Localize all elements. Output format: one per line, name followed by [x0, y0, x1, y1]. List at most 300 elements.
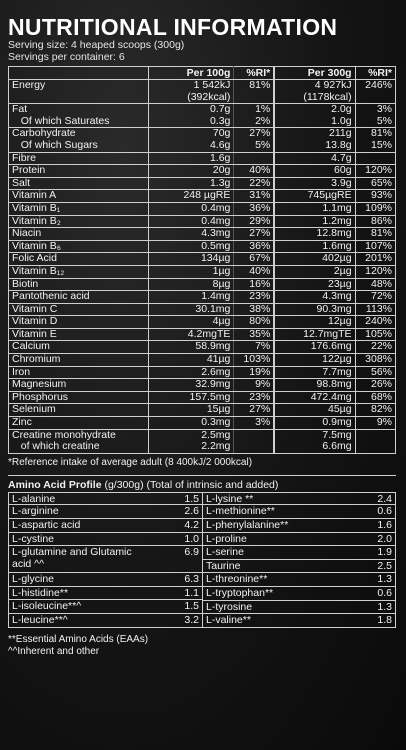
table-row [9, 391, 396, 404]
value-per-100g [149, 80, 234, 104]
value-per-300g [274, 417, 355, 430]
ri-per-100g [234, 190, 274, 203]
ri-per-300g-line: 72% [370, 290, 392, 303]
value-per-100g-line: 157.5mg [189, 390, 231, 403]
header-per-300g: Per 300g [274, 67, 355, 80]
value-per-100g-line: 70g [212, 127, 231, 140]
amino-acid-row [202, 546, 396, 560]
amino-acid-row [202, 533, 396, 547]
table-row [9, 429, 396, 453]
value-per-100g [149, 215, 234, 228]
nutrient-name-line: Of which Sugars [12, 138, 98, 151]
amino-acid-value: 2.5 [377, 559, 392, 572]
nutrient-name [9, 265, 149, 278]
nutrient-name [9, 165, 149, 178]
value-per-300g-line: 7.7mg [322, 365, 352, 378]
ri-per-100g [234, 379, 274, 392]
nutrient-name-line: Folic Acid [12, 252, 57, 265]
ri-per-100g [234, 278, 274, 291]
value-per-300g [274, 165, 355, 178]
amino-acid-row [202, 587, 396, 601]
value-per-300g-line: 4.3mg [322, 290, 352, 303]
ri-per-300g-line: 109% [365, 201, 392, 214]
amino-acid-row [8, 492, 202, 506]
ri-per-300g [355, 177, 395, 190]
nutrient-name [9, 354, 149, 367]
ri-per-300g [355, 240, 395, 253]
amino-acid-row [8, 505, 202, 519]
amino-acid-column-right [202, 492, 396, 628]
ri-per-300g-line: 56% [370, 365, 392, 378]
value-per-300g [274, 80, 355, 104]
amino-acid-row [8, 573, 202, 587]
value-per-300g-line: 4 927kJ [314, 79, 352, 91]
value-per-300g-line: 98.8mg [316, 378, 352, 391]
amino-acid-row [8, 546, 202, 573]
nutrient-name [9, 152, 149, 165]
ri-per-300g [355, 253, 395, 266]
nutrient-name-line: Phosphorus [12, 390, 69, 403]
table-row [9, 303, 396, 316]
value-per-100g-line: 8µg [212, 277, 231, 290]
ri-per-100g [234, 354, 274, 367]
ri-per-100g-line: 3% [255, 416, 271, 429]
table-row [9, 328, 396, 341]
ri-per-100g-line: 1% [255, 103, 271, 116]
amino-acid-row [8, 587, 202, 601]
ri-per-300g [355, 190, 395, 203]
ri-per-100g [234, 429, 274, 453]
amino-acid-name: L-leucine**^ [12, 613, 68, 626]
ri-per-300g-line: 68% [370, 390, 392, 403]
inherent-note: ^^Inherent and other [8, 645, 100, 657]
value-per-100g-line: 0.3g [209, 114, 231, 127]
value-per-300g-line: 12.7mgTE [303, 327, 352, 340]
table-row [9, 240, 396, 253]
header-nutrient [9, 67, 149, 80]
ri-per-100g [234, 265, 274, 278]
value-per-300g-line: 0.9mg [322, 416, 352, 429]
nutrient-name-line: Vitamin B₆ [12, 239, 61, 252]
amino-acid-name: Taurine [206, 559, 241, 572]
ri-per-300g-line: 3% [376, 103, 392, 116]
header-per-100g: Per 100g [149, 67, 234, 80]
value-per-100g [149, 328, 234, 341]
nutrient-name-line: Creatine monohydrate [12, 428, 116, 441]
value-per-100g-line: 4.2mgTE [187, 327, 231, 340]
value-per-100g [149, 341, 234, 354]
nutrient-name-line: Calcium [12, 340, 50, 353]
amino-acid-name: L-tryptophan** [206, 586, 274, 599]
nutrient-name [9, 291, 149, 304]
ri-per-300g-line: 107% [365, 239, 392, 252]
value-per-300g [274, 291, 355, 304]
amino-acid-name: L-valine** [206, 614, 251, 627]
ri-per-100g-line: 67% [249, 252, 271, 265]
value-per-100g [149, 278, 234, 291]
nutrient-name [9, 303, 149, 316]
value-per-100g [149, 265, 234, 278]
value-per-100g-line: 4.3mg [201, 227, 231, 240]
table-row [9, 253, 396, 266]
value-per-300g-line: 1.1mg [322, 201, 352, 214]
ri-per-100g [234, 291, 274, 304]
ri-per-100g [234, 391, 274, 404]
value-per-100g-line: 4.6g [209, 138, 231, 151]
nutrient-name-line: Iron [12, 365, 31, 378]
amino-acid-name: L-aspartic acid [12, 519, 81, 531]
value-per-100g [149, 128, 234, 152]
ri-per-300g [355, 391, 395, 404]
ri-per-300g [355, 202, 395, 215]
ri-per-300g-line: 82% [370, 403, 392, 416]
value-per-100g [149, 165, 234, 178]
table-row [9, 215, 396, 228]
value-per-100g [149, 354, 234, 367]
table-row [9, 354, 396, 367]
value-per-100g-line: 32.9mg [195, 378, 231, 391]
nutrient-name [9, 253, 149, 266]
amino-acid-name: L-proline [206, 532, 247, 545]
nutrient-name [9, 328, 149, 341]
ri-per-100g-line: 23% [249, 390, 271, 403]
nutrient-name [9, 128, 149, 152]
ri-per-300g-line: 81% [370, 227, 392, 240]
nutrient-name-line: Vitamin D [12, 315, 58, 328]
value-per-300g-line: 23µg [328, 277, 352, 290]
value-per-300g-line: 472.4mg [310, 390, 352, 403]
amino-acid-row [202, 560, 396, 574]
ri-per-100g [234, 328, 274, 341]
value-per-100g-line: 1 542kJ [193, 79, 231, 91]
ri-per-300g-line: 240% [365, 315, 392, 328]
ri-per-100g-line: 27% [249, 227, 271, 240]
amino-acid-subtitle: (g/300g) (Total of intrinsic and added) [101, 478, 279, 491]
value-per-300g [274, 429, 355, 453]
amino-acid-name: L-serine [206, 546, 244, 559]
value-per-100g-line: 1µg [212, 264, 231, 277]
header-ri-300g: %RI* [355, 67, 395, 80]
value-per-300g [274, 316, 355, 329]
amino-acid-name: L-glutamine and Glutamic acid ^^ [12, 546, 132, 571]
ri-per-100g-line: 31% [249, 189, 271, 202]
value-per-300g-line: 1.2mg [322, 214, 352, 227]
ri-per-100g [234, 165, 274, 178]
ri-per-100g-line: 35% [249, 327, 271, 340]
ri-per-100g [234, 152, 274, 165]
nutrition-table [8, 66, 396, 454]
value-per-100g [149, 379, 234, 392]
ri-per-100g-line: 7% [255, 340, 271, 353]
value-per-100g [149, 291, 234, 304]
table-row [9, 265, 396, 278]
nutrient-name-line: Selenium [12, 403, 56, 416]
nutrient-name-line: Protein [12, 164, 46, 177]
amino-acid-value: 1.3 [377, 600, 392, 613]
value-per-100g-line: 134µg [200, 252, 231, 265]
ri-per-100g [234, 417, 274, 430]
value-per-300g [274, 341, 355, 354]
amino-acid-row [8, 533, 202, 547]
amino-acid-value: 4.2 [184, 519, 199, 531]
ri-per-300g [355, 366, 395, 379]
ri-per-100g-line: 19% [249, 365, 271, 378]
amino-acid-name: L-cystine [12, 532, 55, 545]
value-per-300g [274, 354, 355, 367]
ri-per-300g-line: 26% [370, 378, 392, 391]
ri-per-300g-line: 48% [370, 277, 392, 290]
table-row [9, 379, 396, 392]
amino-acid-name: L-tyrosine [206, 600, 253, 613]
value-per-100g [149, 202, 234, 215]
value-per-300g [274, 215, 355, 228]
ri-per-300g [355, 417, 395, 430]
amino-acid-value: 0.6 [377, 505, 392, 518]
amino-acid-row [8, 614, 202, 628]
ri-per-100g [234, 303, 274, 316]
value-per-100g-line: 2.5mg [201, 428, 231, 441]
ri-per-300g [355, 80, 395, 104]
nutrient-name-line: Vitamin B₂ [12, 214, 61, 227]
nutrient-name-line: Vitamin B₁ [12, 201, 61, 214]
ri-per-300g-line: 113% [365, 302, 392, 315]
value-per-100g-line: 4µg [212, 315, 231, 328]
nutrient-name [9, 429, 149, 453]
ri-per-100g-line: 81% [249, 79, 271, 91]
ri-per-100g [234, 128, 274, 152]
table-row [9, 190, 396, 203]
value-per-300g [274, 328, 355, 341]
ri-per-100g [234, 366, 274, 379]
ri-per-300g [355, 379, 395, 392]
ri-per-300g [355, 341, 395, 354]
ri-per-100g-line: 9% [255, 378, 271, 391]
ri-per-300g [355, 404, 395, 417]
ri-per-300g-line: 120% [365, 264, 392, 277]
nutrient-name [9, 177, 149, 190]
table-row [9, 404, 396, 417]
value-per-300g-line: 2.0g [331, 103, 352, 116]
ri-per-300g-line: 93% [370, 189, 392, 202]
amino-acid-table [8, 492, 396, 628]
nutrient-name-line: Vitamin A [12, 189, 57, 202]
table-row [9, 228, 396, 241]
ri-per-100g [234, 316, 274, 329]
amino-acid-name: L-lysine ** [206, 492, 254, 505]
value-per-300g [274, 228, 355, 241]
nutrient-name-line: Salt [12, 176, 31, 189]
nutrient-name-line: Magnesium [12, 378, 67, 391]
table-row [9, 80, 396, 104]
value-per-100g-line: 0.7g [209, 103, 231, 116]
nutrient-name [9, 104, 149, 128]
ri-per-300g-line: 105% [365, 327, 392, 340]
value-per-300g [274, 104, 355, 128]
amino-acid-name: L-arginine [12, 505, 59, 518]
ri-per-300g-line: 86% [370, 214, 392, 227]
value-per-100g [149, 253, 234, 266]
value-per-300g-line: 1.0g [331, 114, 352, 127]
ri-per-300g-line: 5% [376, 114, 392, 127]
ri-per-300g-line: 65% [370, 176, 392, 189]
amino-acid-title: Amino Acid Profile [8, 478, 102, 491]
ri-per-100g-line: 103% [243, 353, 271, 366]
table-row [9, 366, 396, 379]
ri-per-300g-line: 81% [370, 127, 392, 140]
nutrient-name-line: Vitamin C [12, 302, 58, 315]
amino-acid-value: 1.5 [184, 492, 199, 505]
value-per-300g [274, 202, 355, 215]
value-per-300g-line: 4.7g [331, 151, 352, 164]
servings-per-container: Servings per container: 6 [8, 50, 125, 63]
nutrient-name-line: Fibre [12, 151, 36, 164]
amino-acid-row [202, 601, 396, 615]
nutrient-name-line: Chromium [12, 353, 61, 366]
table-row [9, 165, 396, 178]
ri-per-100g-line: 38% [249, 302, 271, 315]
value-per-300g [274, 278, 355, 291]
value-per-100g-line: 20g [212, 164, 231, 177]
ri-per-300g-line: 22% [370, 340, 392, 353]
nutrient-name [9, 202, 149, 215]
value-per-300g-line: 60g [334, 164, 352, 177]
ri-per-100g-line: 29% [249, 214, 271, 227]
amino-acid-notes [8, 634, 396, 658]
amino-acid-value: 1.3 [377, 573, 392, 586]
table-row [9, 202, 396, 215]
value-per-100g-line: 0.4mg [201, 214, 231, 227]
value-per-100g [149, 417, 234, 430]
ri-per-300g [355, 228, 395, 241]
value-per-300g [274, 391, 355, 404]
value-per-100g-line: 248 µgRE [183, 189, 231, 202]
ri-per-300g-line: 120% [365, 164, 392, 177]
value-per-300g [274, 240, 355, 253]
ri-per-100g-line: 80% [249, 315, 271, 328]
value-per-300g-line: 12µg [328, 315, 352, 328]
amino-acid-value: 1.0 [184, 532, 199, 545]
amino-acid-row [202, 614, 396, 628]
ri-per-300g [355, 104, 395, 128]
ri-per-100g-line: 16% [249, 277, 271, 290]
amino-acid-row [202, 573, 396, 587]
value-per-100g [149, 104, 234, 128]
ri-per-300g-line: 201% [365, 252, 392, 265]
nutrient-name [9, 228, 149, 241]
ri-per-100g-line: 22% [249, 176, 271, 189]
value-per-100g-line: 0.5mg [201, 239, 231, 252]
ri-per-300g [355, 215, 395, 228]
table-row [9, 152, 396, 165]
ri-per-300g [355, 152, 395, 165]
ri-per-100g [234, 253, 274, 266]
ri-per-100g-line: 36% [249, 201, 271, 214]
value-per-100g [149, 429, 234, 453]
nutrient-name [9, 341, 149, 354]
table-row [9, 291, 396, 304]
ri-per-100g-line: 27% [249, 403, 271, 416]
header-ri-100g: %RI* [234, 67, 274, 80]
ri-per-100g [234, 215, 274, 228]
value-per-100g-line: (392kcal) [187, 90, 231, 103]
amino-acid-column-left [8, 492, 202, 628]
value-per-300g-line: 12.8mg [316, 227, 352, 240]
table-row [9, 104, 396, 128]
value-per-100g-line: 1.3g [209, 176, 231, 189]
nutrient-name [9, 379, 149, 392]
value-per-100g [149, 303, 234, 316]
ri-per-100g [234, 80, 274, 104]
value-per-300g-line: 122µg [322, 353, 352, 366]
value-per-100g-line: 30.1mg [195, 302, 231, 315]
nutrient-name-line: Carbohydrate [12, 127, 76, 140]
page-title: NUTRITIONAL INFORMATION [8, 14, 338, 40]
ri-per-100g-line: 23% [249, 290, 271, 303]
value-per-100g-line: 0.3mg [201, 416, 231, 429]
value-per-100g [149, 152, 234, 165]
amino-acid-value: 1.1 [184, 586, 199, 599]
amino-acid-row [8, 600, 202, 614]
amino-acid-row [8, 519, 202, 533]
value-per-300g-line: 3.9g [331, 176, 352, 189]
value-per-300g [274, 177, 355, 190]
ri-per-300g [355, 429, 395, 453]
value-per-100g [149, 366, 234, 379]
ri-per-300g [355, 328, 395, 341]
nutrient-name [9, 316, 149, 329]
ri-per-300g [355, 291, 395, 304]
amino-acid-row [202, 505, 396, 519]
ri-per-100g-line: 40% [249, 164, 271, 177]
amino-acid-name: L-threonine** [206, 573, 268, 586]
nutrient-name [9, 215, 149, 228]
value-per-100g-line: 1.4mg [201, 290, 231, 303]
value-per-100g-line: 58.9mg [195, 340, 231, 353]
amino-acid-row [202, 492, 396, 506]
value-per-300g-line: 45µg [328, 403, 352, 416]
amino-acid-name: L-glycine [12, 573, 55, 586]
value-per-100g [149, 391, 234, 404]
table-row [9, 316, 396, 329]
amino-acid-value: 6.9 [184, 546, 199, 559]
ri-per-300g-line: 308% [365, 353, 392, 366]
value-per-100g-line: 2.6mg [201, 365, 231, 378]
value-per-100g [149, 228, 234, 241]
amino-acid-value: 2.4 [377, 492, 392, 505]
ri-per-100g-line: 2% [255, 114, 271, 127]
nutrient-name-line: Niacin [12, 227, 42, 240]
table-row [9, 177, 396, 190]
nutrient-name-line: Of which Saturates [12, 114, 110, 127]
value-per-300g [274, 265, 355, 278]
value-per-100g [149, 404, 234, 417]
ri-per-300g-line: 246% [365, 79, 392, 91]
ri-per-300g [355, 316, 395, 329]
amino-acid-name: L-isoleucine**^ [12, 600, 82, 613]
value-per-300g [274, 303, 355, 316]
nutrient-name [9, 366, 149, 379]
ri-per-100g [234, 240, 274, 253]
value-per-100g-line: 15µg [206, 403, 231, 416]
essential-amino-note: **Essential Amino Acids (EAAs) [8, 633, 149, 645]
ri-per-300g-line: 9% [376, 416, 392, 429]
value-per-100g [149, 240, 234, 253]
ri-per-100g [234, 404, 274, 417]
table-row [9, 128, 396, 152]
nutrient-name-line: of which creatine [12, 440, 100, 453]
amino-acid-value: 2.6 [184, 505, 199, 518]
amino-acid-value: 1.9 [377, 546, 392, 559]
